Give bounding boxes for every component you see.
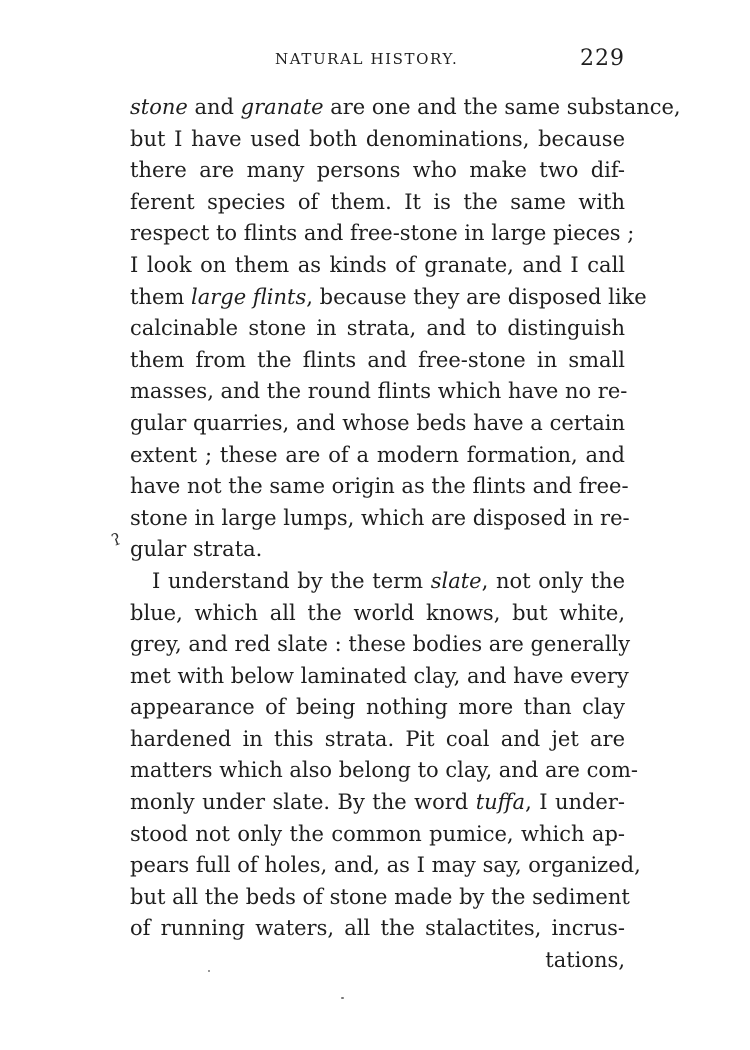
text-line [130, 155, 625, 187]
text-segment: extent ; these are of a modern formation, and [130, 442, 625, 467]
italic-term: tuffa [475, 790, 526, 815]
text-line [130, 755, 639, 787]
text-segment: stood not only the common pumice, which ap- [130, 821, 625, 846]
italic-term: stone [130, 95, 188, 119]
text-segment: , not only the [481, 568, 625, 593]
text-segment: of running waters, all the stalactites, incrus- [130, 916, 625, 941]
text-segment: I understand by the term [152, 568, 431, 593]
text-line [130, 534, 625, 566]
italic-term: large flints [190, 284, 307, 309]
text-segment: have not the same origin as the flints and free- [130, 474, 629, 499]
text-line [130, 250, 625, 282]
text-segment: grey, and red slate : these bodies are generally [130, 632, 631, 657]
text-line [130, 819, 625, 851]
text-segment: hardened in this strata. Pit coal and jet are [130, 726, 625, 751]
text-segment: tations, [545, 948, 625, 973]
text-line [130, 850, 641, 882]
text-segment: matters which also belong to clay, and are com- [130, 758, 639, 783]
text-segment: but I have used both denominations, because [130, 126, 625, 151]
text-line [130, 598, 625, 630]
text-line [130, 945, 625, 977]
text-segment: are one and the same substance, [323, 95, 681, 119]
ink-speck [208, 970, 210, 972]
text-line [130, 692, 625, 724]
text-line [130, 282, 647, 314]
text-line [130, 913, 625, 945]
text-line [130, 218, 635, 250]
text-line [130, 882, 630, 914]
text-segment: stone in large lumps, which are disposed in re- [130, 505, 630, 530]
text-line [130, 187, 625, 219]
text-line [130, 629, 631, 661]
text-line [130, 408, 625, 440]
running-head: NATURAL HISTORY. [275, 50, 459, 68]
ink-speck [341, 997, 344, 999]
text-segment: but all the beds of stone made by the sediment [130, 884, 630, 909]
text-segment: respect to flints and free-stone in large pieces ; [130, 221, 635, 246]
text-segment: met with below laminated clay, and have every [130, 663, 629, 688]
text-line [130, 787, 625, 819]
text-segment: calcinable stone in strata, and to distinguish [130, 316, 625, 341]
text-segment: ferent species of them. It is the same with [130, 189, 625, 214]
page-header [130, 46, 625, 76]
margin-mark: ʔ [109, 529, 124, 550]
text-line [130, 724, 625, 756]
text-line [130, 503, 630, 535]
text-line [130, 661, 629, 693]
text-segment: , I under- [525, 790, 625, 815]
text-segment: them [130, 284, 191, 309]
italic-term: slate [430, 568, 482, 593]
text-line [130, 376, 628, 408]
text-line [130, 124, 625, 156]
text-segment: there are many persons who make two dif- [130, 158, 625, 183]
text-segment: , because they are disposed like [306, 284, 647, 309]
text-segment: and [187, 95, 241, 119]
text-line [130, 92, 681, 124]
text-line [130, 440, 625, 472]
text-segment: them from the flints and free-stone in small [130, 347, 625, 372]
text-line [130, 471, 629, 503]
italic-term: granate [240, 95, 324, 119]
text-segment: blue, which all the world knows, but white, [130, 600, 625, 625]
text-line [130, 313, 625, 345]
page-number: 229 [580, 46, 625, 71]
body-text [130, 92, 681, 977]
text-line [130, 566, 625, 598]
text-segment: monly under slate. By the word [130, 790, 476, 815]
text-segment: I look on them as kinds of granate, and I call [130, 252, 625, 277]
text-segment: appearance of being nothing more than clay [130, 695, 625, 720]
text-segment: gular strata. [130, 537, 263, 562]
text-line [130, 345, 625, 377]
text-segment: gular quarries, and whose beds have a certain [130, 410, 625, 435]
text-segment: masses, and the round flints which have no re- [130, 379, 628, 404]
text-segment: pears full of holes, and, as I may say, organized, [130, 853, 641, 878]
